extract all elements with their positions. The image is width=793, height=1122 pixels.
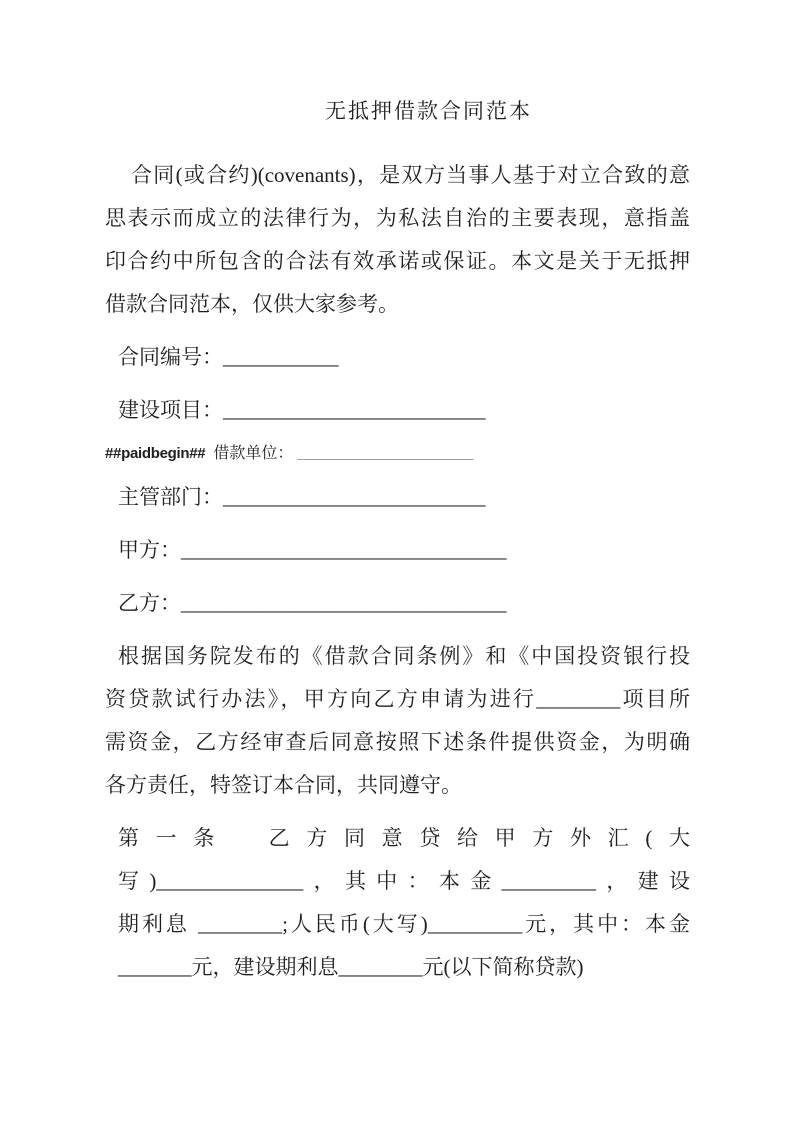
field-project (105, 389, 690, 432)
preamble-line-3: 需资金，乙方经审查后同意按照下述条件提供资金，为明确 (105, 730, 690, 754)
contract-number-label: 合同编号： (118, 345, 223, 369)
intro-line-1: 合同(或合约)(covenants)，是双方当事人基于对立合致的意 (131, 163, 690, 187)
clause-1-line-4: _______元，建设期利息________元(以下简称贷款) (118, 955, 584, 979)
contract-number-blank: ___________ (223, 345, 339, 369)
party-a-label: 甲方： (118, 538, 181, 562)
intro-line-4: 借款合同范本，仅供大家参考。 (105, 292, 399, 316)
preamble-line-4: 各方责任，特签订本合同，共同遵守。 (105, 773, 462, 797)
document-title: 无抵押借款合同范本 (325, 99, 532, 123)
paid-marker-line (105, 442, 690, 466)
preamble-paragraph (105, 635, 690, 807)
party-b-label: 乙方： (118, 591, 181, 615)
clause-1-paragraph (105, 817, 690, 989)
clause-1-line-2: 写)______________，其中：本金_________，建设 (118, 869, 690, 893)
paidbegin-tag: ##paidbegin## (105, 445, 206, 462)
borrower-label: 借款单位： (213, 445, 294, 462)
field-supervisor (105, 476, 690, 519)
supervisor-label: 主管部门： (118, 485, 223, 509)
project-blank: _________________________ (223, 398, 486, 422)
clause-1-line-1: 第一条 乙方同意贷给甲方外汇(大 (118, 826, 690, 850)
field-contract-number (105, 336, 690, 379)
project-label: 建设项目： (118, 398, 223, 422)
preamble-line-2: 资贷款试行办法》，甲方向乙方申请为进行________项目所 (105, 687, 690, 711)
intro-line-2: 思表示而成立的法律行为，为私法自治的主要表现，意指盖 (105, 206, 690, 230)
supervisor-blank: _________________________ (223, 485, 486, 509)
party-a-blank: _______________________________ (181, 538, 507, 562)
field-party-a (105, 529, 690, 572)
clause-1-line-3: 期利息 ________;人民币(大写)_________元，其中：本金 (118, 912, 690, 936)
field-party-b (105, 582, 690, 625)
intro-line-3: 印合约中所包含的合法有效承诺或保证。本文是关于无抵押 (105, 249, 690, 273)
preamble-line-1: 根据国务院发布的《借款合同条例》和《中国投资银行投 (118, 644, 690, 668)
party-b-blank: _______________________________ (181, 591, 507, 615)
borrower-blank: ______________________ (297, 445, 474, 462)
intro-paragraph (105, 154, 690, 326)
